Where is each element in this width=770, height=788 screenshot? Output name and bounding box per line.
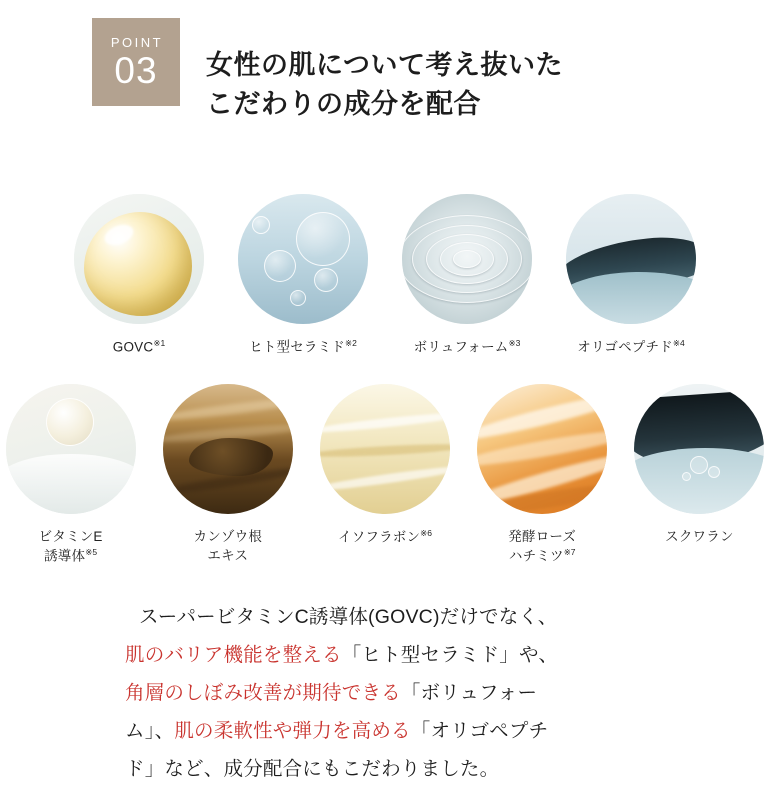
body-line-1: スーパービタミンC誘導体(GOVC)だけでなく、 [139, 606, 558, 629]
ingredient-item-oligopeptide [557, 194, 705, 357]
water-bubbles-icon [238, 194, 368, 324]
water-ripple-icon [402, 194, 532, 324]
ingredient-name: イソフラボン [337, 529, 421, 544]
point-badge [92, 18, 180, 106]
ingredient-item-licorice-root [157, 384, 298, 567]
ingredient-caption [39, 527, 103, 567]
body-line-4-highlight: 肌の柔軟性や弾力を高める [174, 720, 411, 743]
ingredient-note: ※3 [508, 338, 521, 349]
ingredient-name: スクワラン [665, 528, 734, 544]
ingredient-note: ※2 [345, 338, 357, 349]
ingredient-item-vitamin-e [0, 384, 141, 567]
point-badge-word: POINT [110, 35, 164, 50]
ingredient-caption [414, 337, 521, 357]
ingredient-caption [338, 527, 432, 547]
body-line-2-rest: 「ヒト型セラミド」や、 [341, 644, 559, 667]
body-line-3-rest: 「ボリュフォー [400, 682, 538, 705]
body-line-4-a: ム」、 [125, 720, 175, 743]
ingredient-name: 発酵ローズ [508, 528, 577, 544]
honey-swirl-icon [477, 384, 607, 514]
ingredient-item-squalane [629, 384, 770, 567]
ingredient-grid-row-1 [0, 194, 770, 357]
ingredient-note: ※1 [153, 338, 166, 349]
ingredient-name-line2: エキス [207, 548, 249, 564]
body-line-3 [125, 674, 645, 712]
ingredient-caption [577, 337, 685, 357]
point-badge-number: 03 [114, 50, 158, 91]
ingredient-name: カンゾウ根 [193, 528, 263, 544]
ingredient-note: ※7 [563, 547, 576, 558]
ingredient-item-volufoam [393, 194, 541, 357]
body-line-4 [125, 712, 645, 750]
body-line-3-highlight: 角層のしぼみ改善が期待できる [125, 682, 401, 705]
ingredient-item-isoflavone [314, 384, 455, 567]
ingredient-caption [249, 337, 357, 357]
licorice-root-icon [163, 384, 293, 514]
page-title-line-2: こだわりの成分を配合 [206, 89, 481, 120]
ingredient-caption [508, 527, 576, 567]
yellow-liquid-icon [320, 384, 450, 514]
ingredient-item-govc [65, 194, 213, 357]
body-line-4-rest: 「オリゴペプチ [410, 720, 549, 743]
body-line-5: ド」など、成分配合にもこだわりました。 [125, 758, 500, 781]
ingredient-caption [113, 337, 165, 357]
ingredient-item-fermented-rose-honey [472, 384, 613, 567]
ingredient-name-line2: 誘導体$^{※5}$ [44, 547, 98, 564]
ingredient-note: ※5 [85, 547, 98, 558]
ingredient-name-line2: ハチミツ$^{※7}$ [508, 547, 576, 564]
body-paragraph [125, 598, 645, 788]
ingredient-name: ヒト型セラミド [249, 339, 346, 355]
ingredient-caption [194, 527, 263, 566]
oil-gloss-icon [634, 384, 764, 514]
gold-droplet-icon [74, 194, 204, 324]
ingredient-grid-row-2 [0, 384, 770, 567]
ingredient-caption [665, 527, 734, 547]
body-line-2 [125, 636, 645, 674]
body-line-2-highlight: 肌のバリア機能を整える [125, 644, 342, 667]
ingredient-name: ビタミンE [38, 528, 103, 544]
ingredient-note: ※6 [420, 527, 433, 538]
ingredient-name: オリゴペプチド [577, 339, 673, 355]
ingredient-item-ceramide [229, 194, 377, 357]
page-title [206, 36, 563, 124]
ingredient-name: GOVC [112, 339, 154, 355]
page-title-line-1: 女性の肌について考え抜いた [206, 50, 563, 81]
ingredient-name: ボリュフォーム [413, 339, 509, 355]
section-header [0, 0, 770, 142]
pale-bubble-icon [6, 384, 136, 514]
dark-wave-icon [566, 194, 696, 324]
ingredient-note: ※4 [672, 338, 685, 349]
